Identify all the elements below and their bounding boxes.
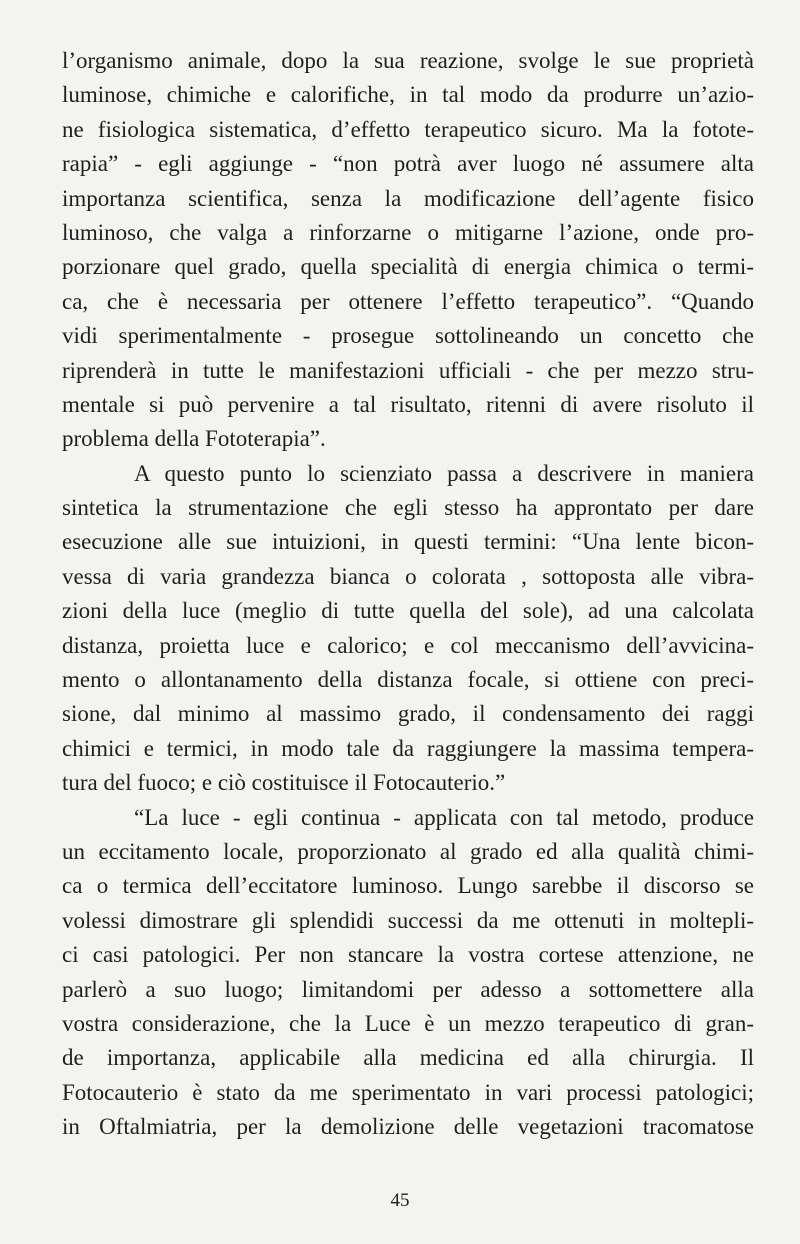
text-line: esecuzione alle sue intuizioni, in questi termini: “Una lente bicon- — [62, 529, 754, 555]
text-line: vidi sperimentalmente - prosegue sottolineando un concetto che — [62, 323, 754, 349]
text-line: vostra considerazione, che la Luce è un mezzo terapeutico di gran- — [62, 1010, 754, 1036]
text-line: ca, che è necessaria per ottenere l’effetto terapeutico”. “Quando — [62, 288, 754, 314]
text-line: ne fisiologica sistematica, d’effetto terapeutico sicuro. Ma la fotote- — [62, 116, 754, 142]
text-line: Fotocauterio è stato da me sperimentato in vari processi patologici; — [62, 1079, 754, 1105]
text-line: volessi dimostrare gli splendidi successi da me ottenuti in moltepli- — [62, 907, 754, 933]
text-line: un eccitamento locale, proporzionato al grado ed alla qualità chimi- — [62, 838, 754, 864]
text-line: tura del fuoco; e ciò costituisce il Fotocauterio.” — [62, 770, 506, 796]
text-line: luminoso, che valga a rinforzarne o mitigarne l’azione, onde pro- — [62, 219, 754, 245]
text-line: sintetica la strumentazione che egli stesso ha approntato per dare — [62, 495, 754, 521]
text-line: zioni della luce (meglio di tutte quella del sole), ad una calcolata — [62, 598, 754, 624]
page-number: 45 — [390, 1190, 410, 1211]
text-line: importanza scientifica, senza la modificazione dell’agente fisico — [62, 185, 754, 211]
text-line: in Oftalmiatria, per la demolizione delle vegetazioni tracomatose — [62, 1114, 754, 1140]
text-line: problema della Fototerapia”. — [62, 426, 326, 452]
text-line: distanza, proietta luce e calorico; e col meccanismo dell’avvicina- — [62, 632, 754, 658]
text-line: de importanza, applicabile alla medicina ed alla chirurgia. Il — [62, 1045, 754, 1071]
text-line: chimici e termici, in modo tale da raggiungere la massima tempera- — [62, 735, 754, 761]
text-line: sione, dal minimo al massimo grado, il condensamento dei raggi — [62, 701, 754, 727]
text-line: vessa di varia grandezza bianca o colorata , sottoposta alle vibra- — [62, 563, 754, 589]
body-text — [62, 44, 754, 1145]
text-line: ca o termica dell’eccitatore luminoso. Lungo sarebbe il discorso se — [62, 873, 754, 899]
text-line: parlerò a suo luogo; limitandomi per adesso a sottomettere alla — [62, 976, 754, 1002]
text-line: mentale si può pervenire a tal risultato, ritenni di avere risoluto il — [62, 391, 754, 417]
text-line: “La luce - egli continua - applicata con tal metodo, produce — [134, 804, 754, 830]
text-line: riprenderà in tutte le manifestazioni ufficiali - che per mezzo stru- — [62, 357, 754, 383]
text-line: rapia” - egli aggiunge - “non potrà aver luogo né assumere alta — [62, 151, 754, 177]
text-line: A questo punto lo scienziato passa a descrivere in maniera — [134, 460, 754, 486]
text-line: l’organismo animale, dopo la sua reazione, svolge le sue proprietà — [62, 48, 754, 73]
text-line: porzionare quel grado, quella specialità di energia chimica o termi- — [62, 254, 754, 280]
text-line: luminose, chimiche e calorifiche, in tal modo da produrre un’azio- — [62, 82, 754, 108]
text-line: ci casi patologici. Per non stancare la vostra cortese attenzione, ne — [62, 942, 754, 968]
text-line: mento o allontanamento della distanza focale, si ottiene con preci- — [62, 667, 754, 693]
